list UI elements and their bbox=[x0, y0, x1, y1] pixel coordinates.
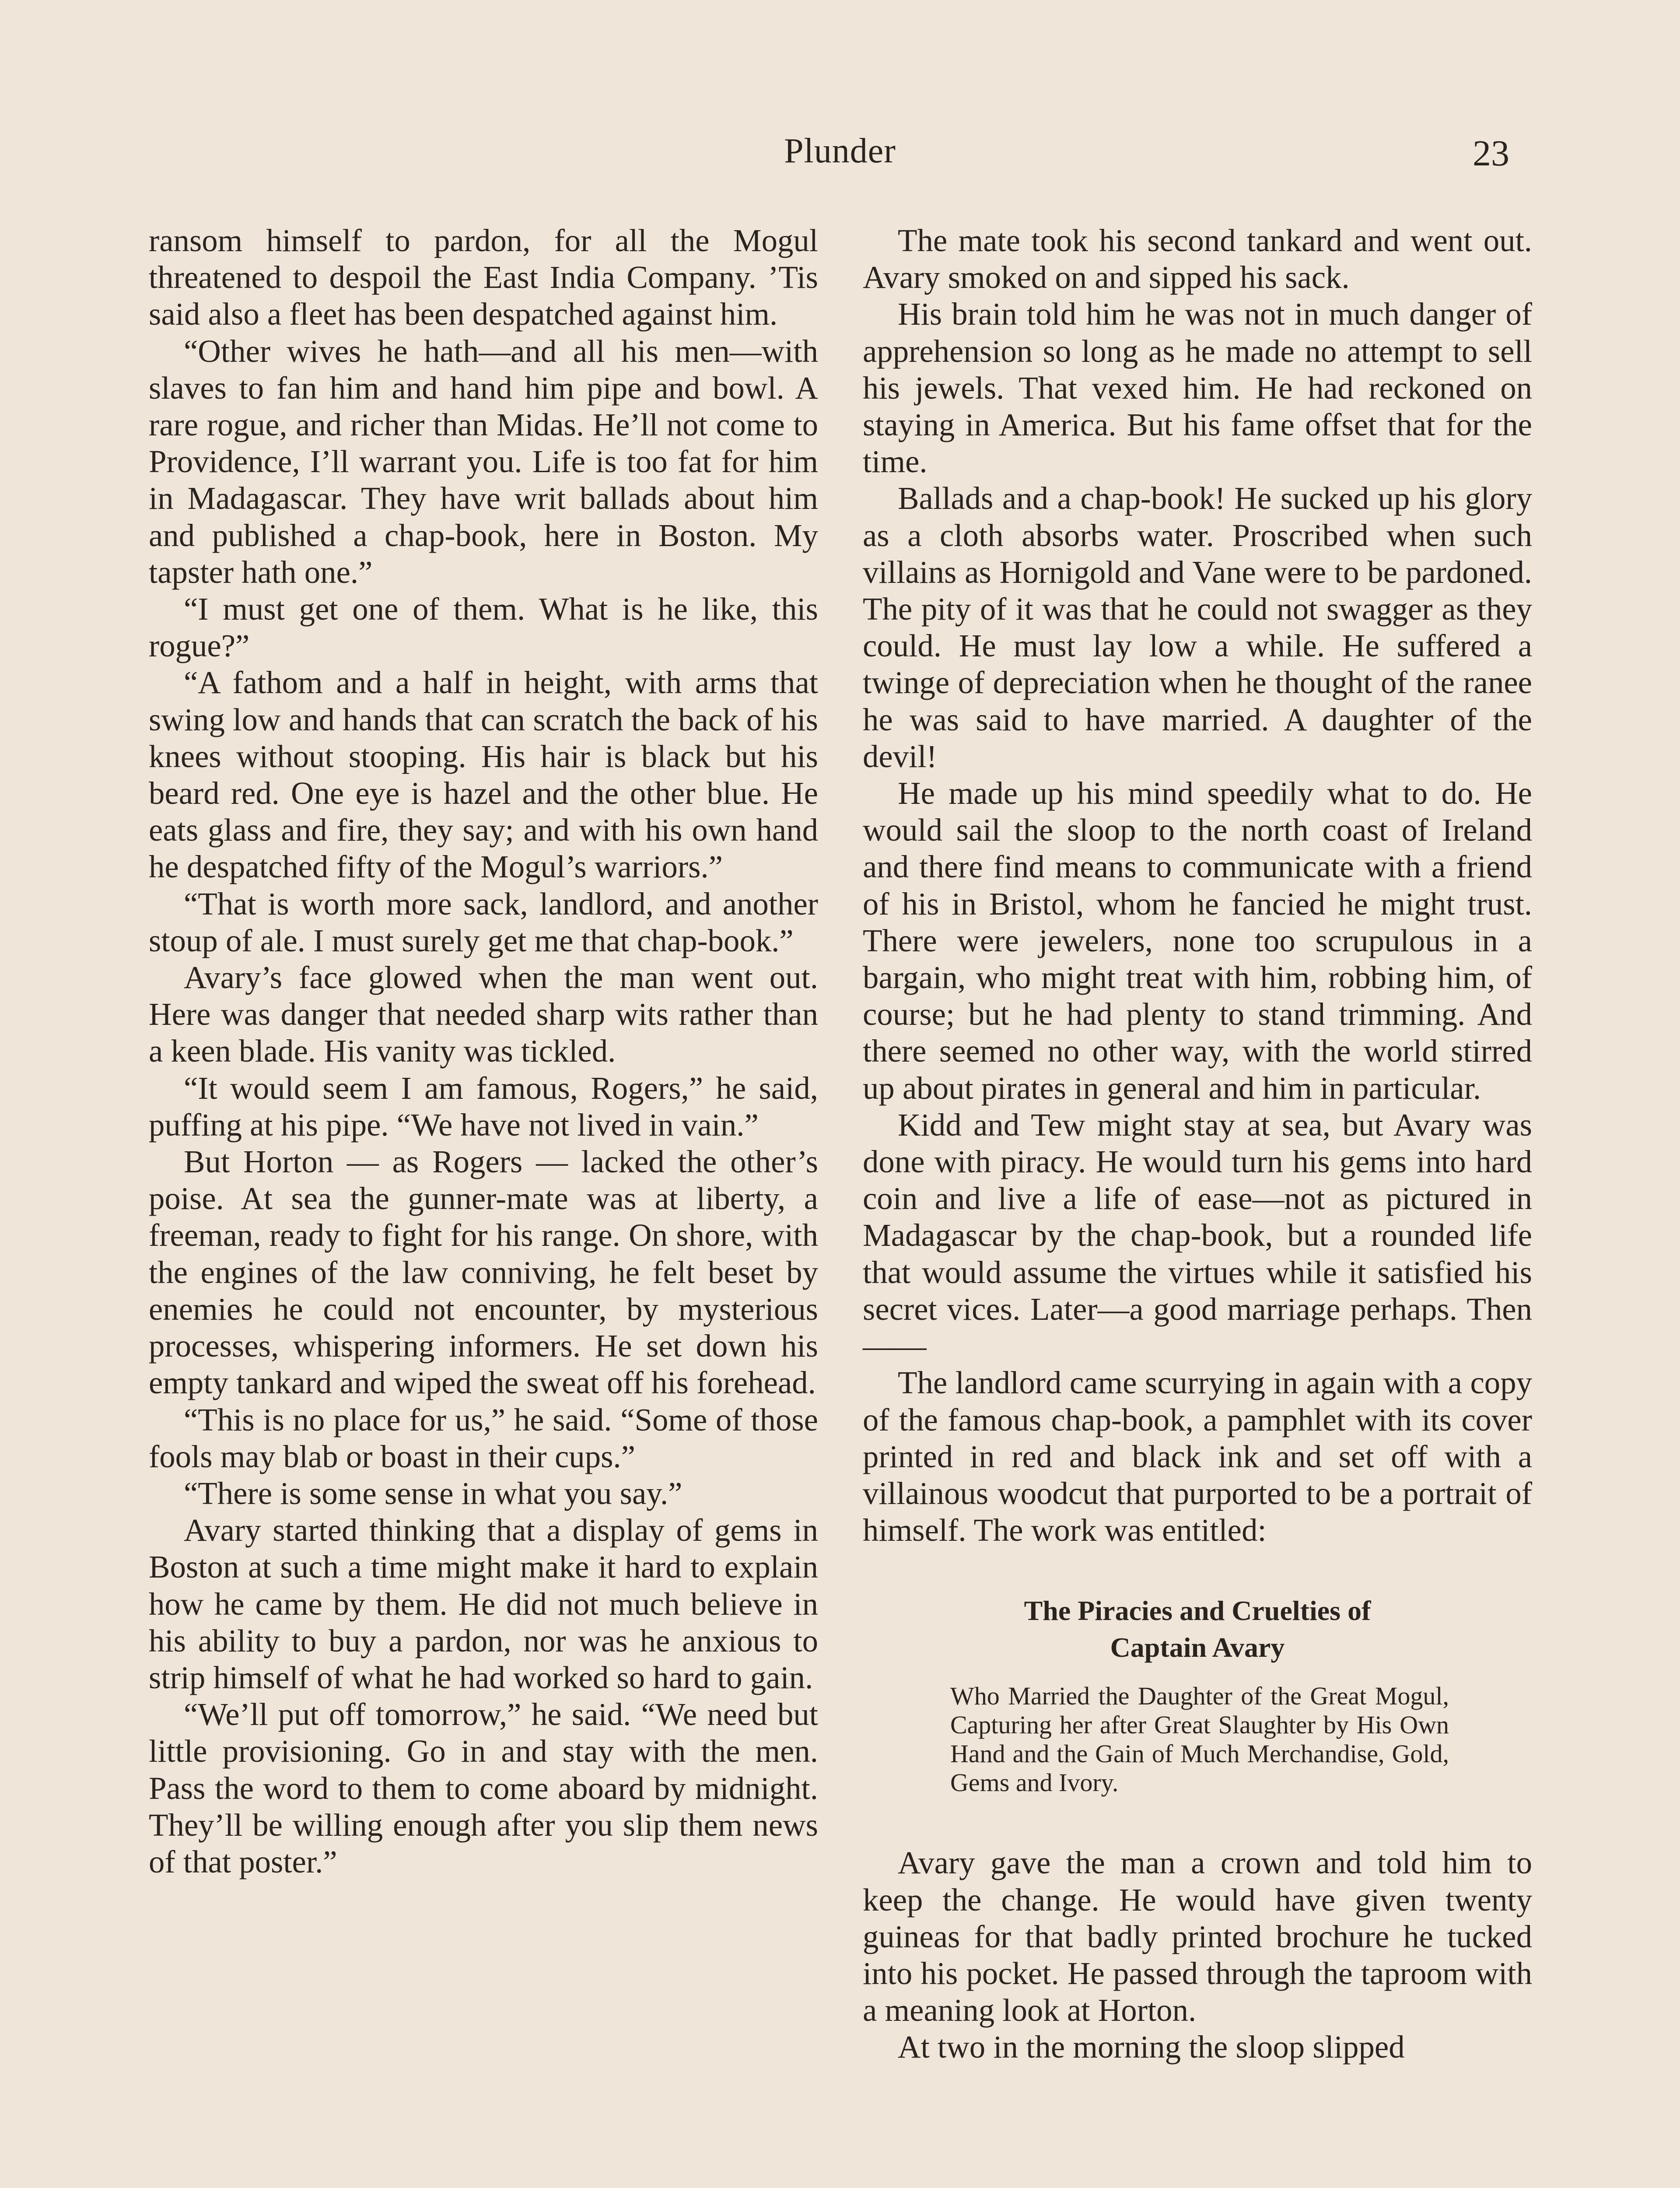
page-number: 23 bbox=[1473, 133, 1509, 174]
paragraph: ransom himself to pardon, for all the Mogul threatened to despoil the East India Company. ’Tis said also a fleet has been despatched against him. bbox=[149, 223, 818, 332]
paragraph: Kidd and Tew might stay at sea, but Avary was done with piracy. He would turn his gems into hard coin and live a life of ease—not as pictured in Madagascar by the chap-book, but a rounded life that would assume the virtues while it satisfied his secret vices. Later—a good marriage perhaps. Then—— bbox=[863, 1107, 1532, 1364]
paragraph: But Horton — as Rogers — lacked the other’s poise. At sea the gunner-mate was at liberty, a freeman, ready to fight for his range. On shore, with the engines of the law conniving, he felt beset by enemies he could not encounter, by mysterious processes, whispering informers. He set down his empty tankard and wiped the sweat off his forehead. bbox=[149, 1144, 818, 1401]
right-column bbox=[863, 222, 1532, 2066]
paragraph: The landlord came scurrying in again with a copy of the famous chap-book, a pamphlet with its cover printed in red and black ink and set off with a villainous woodcut that purported to be a portrait of himself. The work was entitled: bbox=[863, 1365, 1532, 1548]
chapbook-title-line-1: The Piracies and Cruelties of bbox=[1024, 1595, 1371, 1627]
paragraph: “This is no place for us,” he said. “Some of those fools may blab or boast in their cups.” bbox=[149, 1402, 818, 1474]
paragraph: The mate took his second tankard and went out. Avary smoked on and sipped his sack. bbox=[863, 223, 1532, 295]
paragraph: “A fathom and a half in height, with arms that swing low and hands that can scratch the back of his knees without stooping. His hair is black but his beard red. One eye is hazel and the other blue. He eats glass and fire, they say; and with his own hand he despatched fifty of the Mogul’s warriors.” bbox=[149, 665, 818, 885]
running-title: Plunder bbox=[784, 132, 896, 170]
paragraph: “It would seem I am famous, Rogers,” he said, puffing at his pipe. “We have not lived in vain.” bbox=[149, 1070, 818, 1143]
paragraph: Avary started thinking that a display of gems in Boston at such a time might make it hard to explain how he came by them. He did not much believe in his ability to buy a pardon, nor was he anxious to strip himself of what he had worked so hard to gain. bbox=[149, 1512, 818, 1695]
paragraph: At two in the morning the sloop slipped bbox=[898, 2029, 1405, 2065]
paragraph: He made up his mind speedily what to do. He would sail the sloop to the north coast of Ireland and there find means to communicate with a friend of his in Bristol, whom he fancied he might trust. There were jewelers, none too scrupulous in a bargain, who might treat with him, robbing him, of course; but he had plenty to stand trimming. And there seemed no other way, with the world stirred up about pirates in general and him in particular. bbox=[863, 775, 1532, 1106]
chapbook-title-line-2: Captain Avary bbox=[1110, 1632, 1285, 1663]
paragraph: “Other wives he hath—and all his men—with slaves to fan him and hand him pipe and bowl. A rare rogue, and richer than Midas. He’ll not come to Providence, I’ll warrant you. Life is too fat for him in Madagascar. They have writ ballads about him and published a chap-book, here in Boston. My tapster hath one.” bbox=[149, 333, 818, 590]
paragraph: “That is worth more sack, landlord, and another stoup of ale. I must surely get me that chap-book.” bbox=[149, 886, 818, 958]
paragraph: His brain told him he was not in much danger of apprehension so long as he made no attempt to sell his jewels. That vexed him. He had reckoned on staying in America. But his fame offset that for the time. bbox=[863, 296, 1532, 480]
paragraph: Avary’s face glowed when the man went out. Here was danger that needed sharp wits rather than a keen blade. His vanity was tickled. bbox=[149, 960, 818, 1069]
chapbook-title bbox=[863, 1592, 1532, 1666]
paragraph: Avary gave the man a crown and told him to keep the change. He would have given twenty guineas for that badly printed brochure he tucked into his pocket. He passed through the taproom with a meaning look at Horton. bbox=[863, 1845, 1532, 2028]
spacer bbox=[863, 1797, 1532, 1844]
paragraph: “I must get one of them. What is he like, this rogue?” bbox=[149, 591, 818, 664]
paragraph: Ballads and a chap-book! He sucked up his glory as a cloth absorbs water. Proscribed when such villains as Hornigold and Vane were to be pardoned. The pity of it was that he could not swagger as they could. He must lay low a while. He suffered a twinge of depreciation when he thought of the ranee he was said to have married. A daughter of the devil! bbox=[863, 480, 1532, 774]
paragraph: “There is some sense in what you say.” bbox=[184, 1475, 682, 1511]
left-column bbox=[149, 222, 818, 1880]
chapbook-subtitle: Who Married the Daughter of the Great Mogul, Capturing her after Great Slaughter by His Own Hand and the Gain of Much Merchandise, Gold, Gems and Ivory. bbox=[950, 1682, 1449, 1797]
paragraph: “We’ll put off tomorrow,” he said. “We need but little provisioning. Go in and stay with the men. Pass the word to them to come aboard by midnight. They’ll be willing enough after you slip them news of that poster.” bbox=[149, 1697, 818, 1879]
